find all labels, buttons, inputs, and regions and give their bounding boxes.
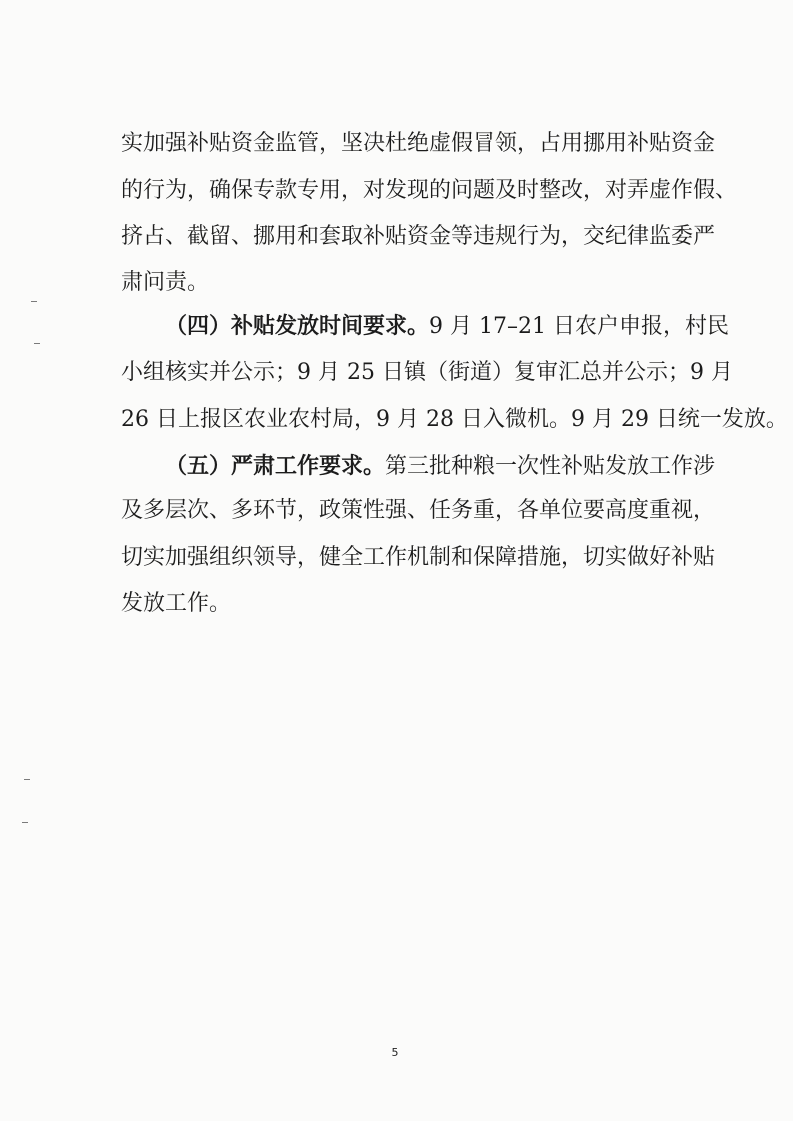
paragraph-line-2: 的行为，确保专款专用，对发现的问题及时整改，对弄虚作假、: [121, 178, 738, 203]
section-five-line-3: 切实加强组织领导，健全工作机制和保障措施，切实做好补贴: [121, 545, 716, 570]
section-five-heading: （五）严肃工作要求。: [165, 454, 386, 479]
page-number: 5: [391, 1046, 399, 1059]
section-five-first-line-text: 第三批种粮一次性补贴发放工作涉: [385, 454, 716, 479]
paragraph-line-3: 挤占、截留、挪用和套取补贴资金等违规行为，交纪律监委严: [121, 224, 716, 249]
section-four-heading: （四）补贴发放时间要求。: [165, 314, 430, 339]
margin-mark: [31, 301, 37, 302]
section-five-line-2: 及多层次、多环节，政策性强、任务重，各单位要高度重视，: [121, 498, 716, 523]
paragraph-line-4: 肃问责。: [121, 270, 210, 295]
margin-mark: [34, 343, 40, 344]
margin-mark: [22, 822, 28, 823]
margin-mark: [24, 779, 30, 780]
section-four-line-3: 26 日上报区农业农村局，9 月 28 日入微机。9 月 29 日统一发放。: [121, 407, 788, 432]
section-four-first-line-text: 9 月 17–21 日农户申报，村民: [429, 314, 729, 339]
section-four-first-line: [165, 307, 729, 347]
section-five-first-line: [165, 447, 715, 487]
section-five-line-4: 发放工作。: [121, 591, 232, 616]
section-four-line-2: 小组核实并公示；9 月 25 日镇（街道）复审汇总并公示；9 月: [121, 360, 733, 385]
paragraph-line-1: 实加强补贴资金监管，坚决杜绝虚假冒领，占用挪用补贴资金: [121, 131, 716, 156]
